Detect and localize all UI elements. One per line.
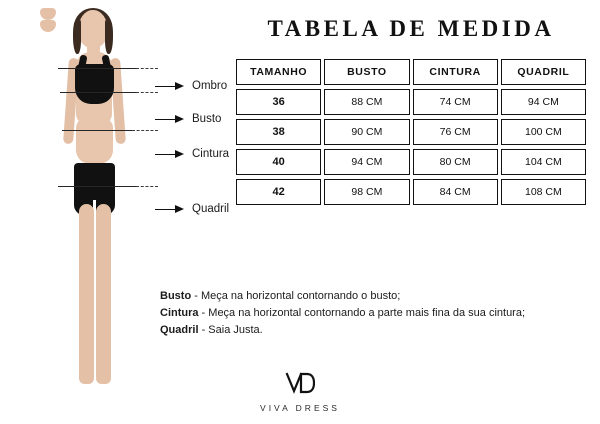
figure-label-cintura-text: Cintura [192, 148, 230, 160]
instruction-quadril [160, 322, 580, 339]
cell-cintura: 74 CM [413, 89, 498, 115]
page-title: TABELA DE MEDIDA [267, 16, 555, 41]
figure-label-ombro [155, 80, 227, 92]
size-table-container [233, 55, 589, 209]
measurement-instructions [160, 288, 580, 339]
hair-left-strand [73, 20, 81, 54]
cell-quadril: 104 CM [501, 149, 586, 175]
instruction-busto-term: Busto [160, 290, 192, 302]
instruction-quadril-term: Quadril [160, 324, 199, 336]
column-header-quadril: QUADRIL [501, 59, 586, 85]
cell-quadril: 108 CM [501, 179, 586, 205]
cell-busto: 90 CM [324, 119, 409, 145]
instruction-cintura-term: Cintura [160, 307, 199, 319]
column-header-tamanho: TAMANHO [236, 59, 321, 85]
cell-quadril: 100 CM [501, 119, 586, 145]
hip-measure-line [58, 186, 136, 187]
bust-guide-extension [136, 92, 158, 93]
column-header-busto: BUSTO [324, 59, 409, 85]
table-header-row [236, 59, 586, 85]
brand-name: VIVA DRESS [260, 403, 340, 413]
shoulder-measure-line [58, 68, 136, 69]
left-leg-shape [79, 204, 94, 384]
figure-label-quadril-text: Quadril [192, 203, 230, 215]
instruction-busto-desc: - Meça na horizontal contornando o busto; [191, 290, 401, 302]
brand-footer [0, 372, 600, 413]
table-row [236, 179, 586, 205]
shoulder-guide-extension [136, 68, 158, 69]
size-table [233, 55, 589, 209]
waist-measure-line [62, 130, 132, 131]
model-illustration-panel [0, 0, 230, 424]
instruction-cintura [160, 305, 580, 322]
cell-size: 38 [236, 119, 321, 145]
column-header-cintura: CINTURA [413, 59, 498, 85]
cell-cintura: 84 CM [413, 179, 498, 205]
cell-busto: 94 CM [324, 149, 409, 175]
cell-size: 36 [236, 89, 321, 115]
hips-shape [76, 118, 113, 164]
cell-busto: 88 CM [324, 89, 409, 115]
figure-label-ombro-text: Ombro [192, 80, 228, 92]
instruction-busto [160, 288, 580, 305]
cell-busto: 98 CM [324, 179, 409, 205]
brand-monogram-icon [285, 372, 315, 394]
figure-label-cintura [155, 148, 229, 160]
waist-guide-extension [132, 130, 158, 131]
right-leg-shape [96, 204, 111, 384]
arrow-right-icon [155, 149, 185, 159]
hair-right-strand [105, 20, 113, 54]
cell-size: 42 [236, 179, 321, 205]
hip-guide-extension [136, 186, 158, 187]
figure-label-busto-text: Busto [192, 113, 222, 125]
arrow-right-icon [155, 81, 185, 91]
left-foot-shape [40, 8, 56, 20]
table-row [236, 119, 586, 145]
cell-quadril: 94 CM [501, 89, 586, 115]
table-row [236, 89, 586, 115]
cell-cintura: 76 CM [413, 119, 498, 145]
figure-label-busto [155, 113, 221, 125]
cell-cintura: 80 CM [413, 149, 498, 175]
right-foot-shape [40, 20, 56, 32]
table-row [236, 149, 586, 175]
cell-size: 40 [236, 149, 321, 175]
figure-label-quadril [155, 203, 229, 215]
instruction-cintura-desc: - Meça na horizontal contornando a parte mais fina da sua cintura; [198, 307, 526, 319]
bust-measure-line [60, 92, 136, 93]
arrow-right-icon [155, 114, 185, 124]
arrow-right-icon [155, 204, 185, 214]
model-figure [40, 8, 150, 416]
instruction-quadril-desc: - Saia Justa. [198, 324, 263, 336]
